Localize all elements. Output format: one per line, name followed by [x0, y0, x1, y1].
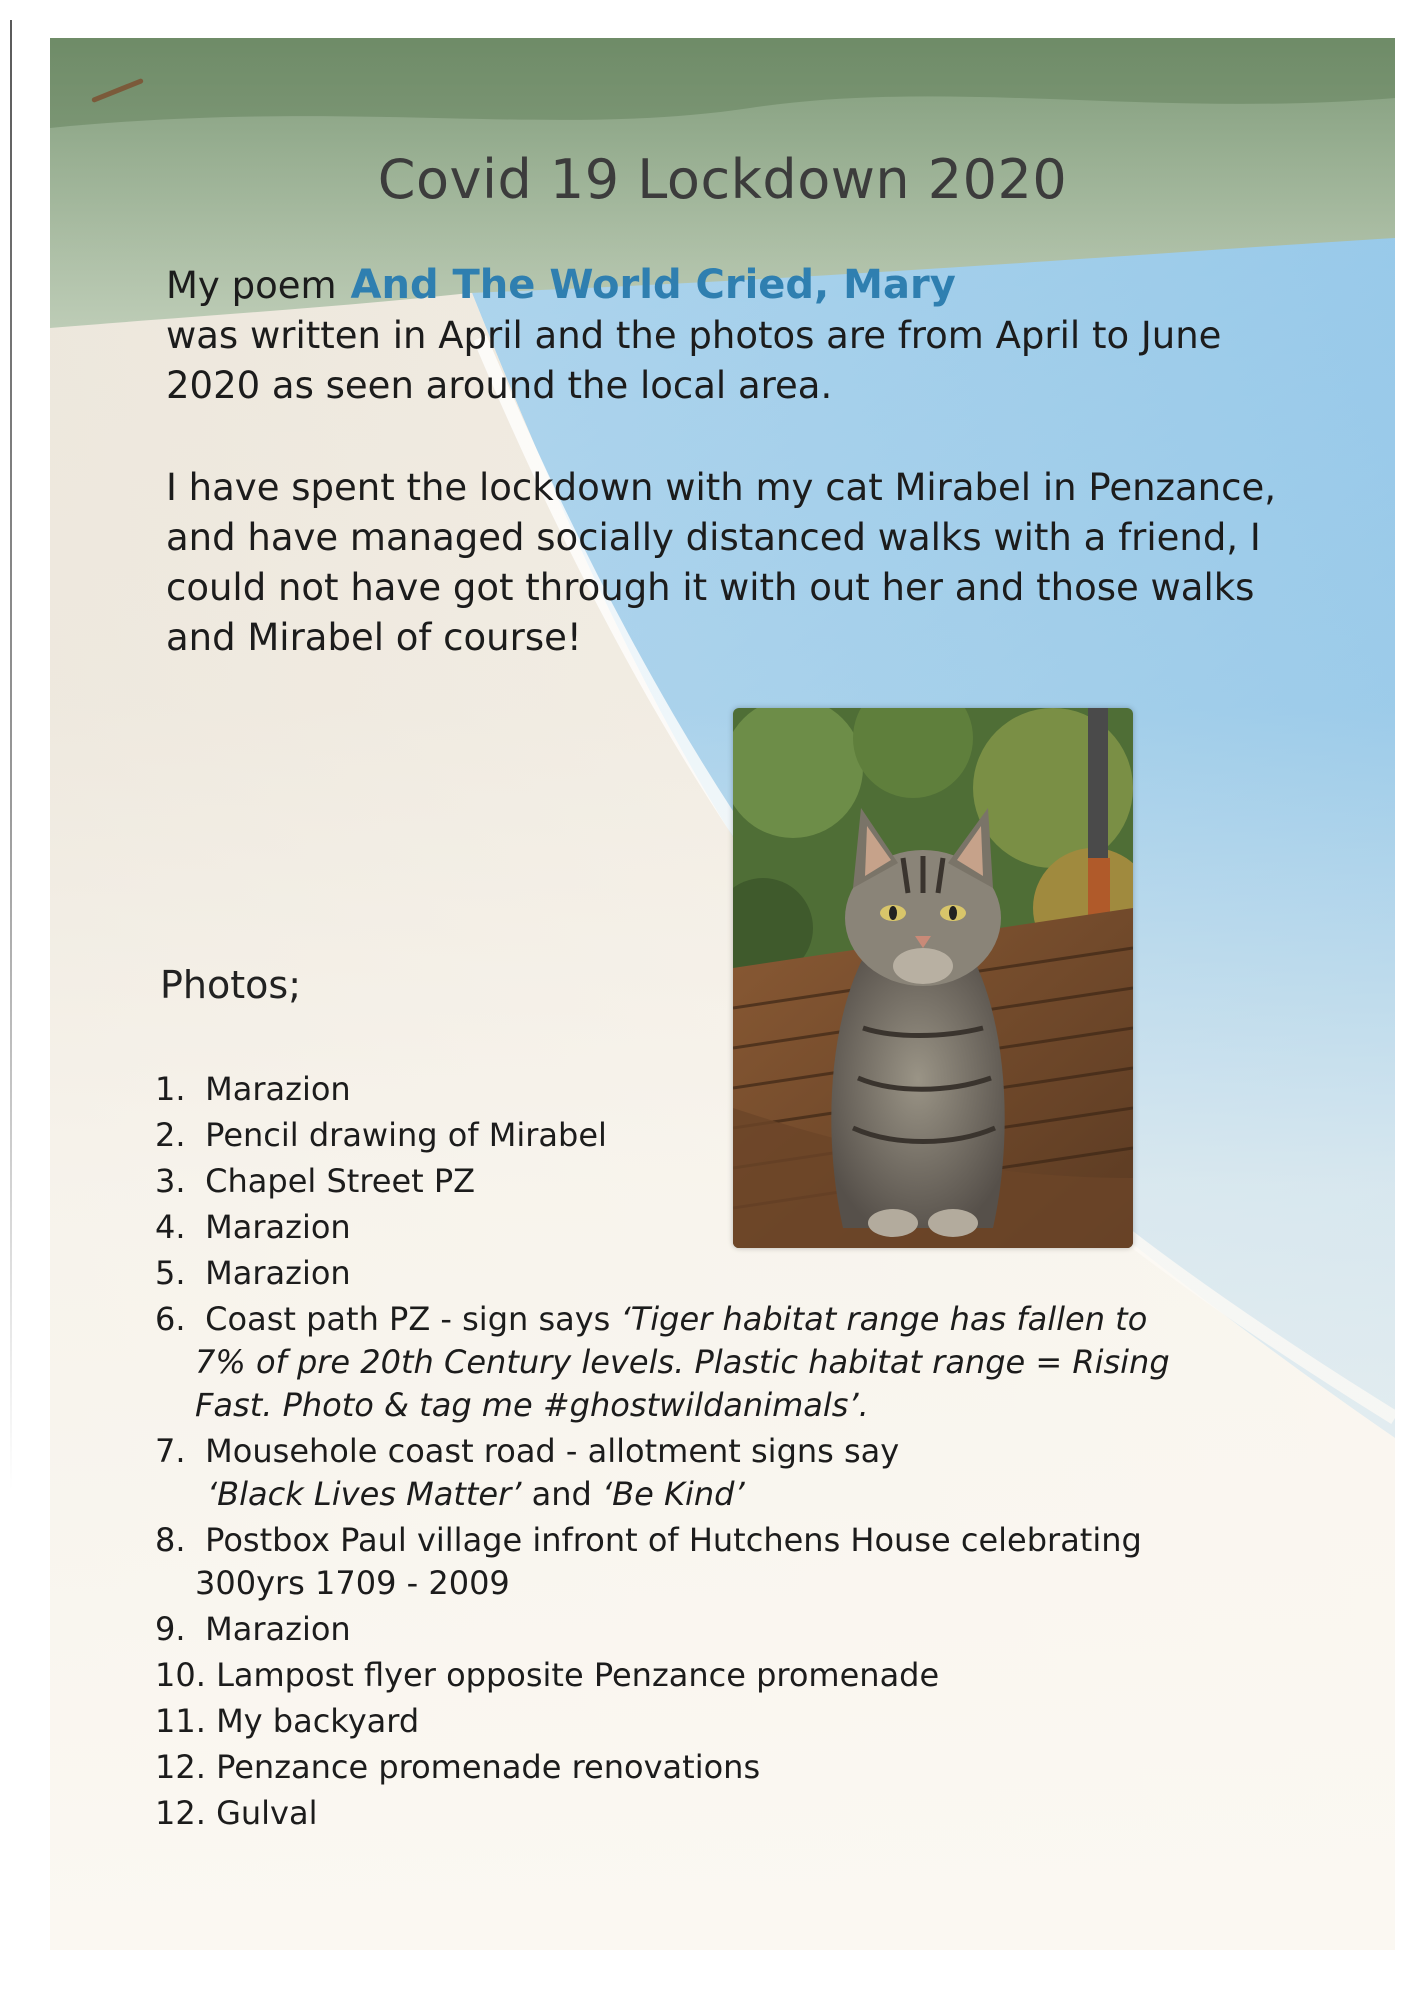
list-item [155, 1114, 1355, 1157]
item-text: Marazion [205, 1254, 351, 1292]
item-number: 2. [155, 1116, 186, 1154]
item-text: Coast path PZ - sign says [205, 1300, 611, 1338]
item-text-line2: 300yrs 1709 - 2009 [195, 1564, 510, 1602]
item-text-and: and [531, 1475, 592, 1513]
poem-title: And The World Cried, Mary [350, 262, 956, 308]
list-item [155, 1792, 1355, 1835]
item-number: 7. [155, 1432, 186, 1470]
list-item [155, 1160, 1355, 1203]
photos-heading: Photos; [160, 963, 301, 1007]
item-text: My backyard [216, 1702, 420, 1740]
lockdown-paragraph: I have spent the lockdown with my cat Mirabel in Penzance, and have managed socially distanced walks with a friend, I could not have got through it with out her and those walks and Mirabel of course! [166, 466, 1276, 659]
item-number: 12. [155, 1748, 206, 1786]
intro-text [166, 260, 1326, 663]
item-number: 9. [155, 1610, 186, 1648]
intro-rest: was written in April and the photos are from April to June 2020 as seen around the local area. [166, 314, 1222, 407]
item-text: Gulval [216, 1794, 318, 1832]
item-number: 6. [155, 1300, 186, 1338]
item-text: Penzance promenade renovations [216, 1748, 761, 1786]
list-item [155, 1519, 1355, 1605]
item-quote: ‘Be Kind’ [601, 1475, 745, 1513]
list-item [155, 1252, 1355, 1295]
item-text: Lampost flyer opposite Penzance promenade [216, 1656, 940, 1694]
item-text: Postbox Paul village infront of Hutchens House celebrating [205, 1521, 1142, 1559]
item-number: 1. [155, 1070, 186, 1108]
list-item [155, 1298, 1355, 1427]
scan-edge-line [10, 20, 12, 1980]
list-item [155, 1608, 1355, 1651]
list-item [155, 1206, 1355, 1249]
item-number: 4. [155, 1208, 186, 1246]
photo-list [155, 1068, 1355, 1838]
document-page [50, 38, 1395, 1950]
list-item [155, 1430, 1355, 1516]
list-item [155, 1700, 1355, 1743]
item-text: Mousehole coast road - allotment signs say [205, 1432, 900, 1470]
item-quote-line3: Fast. Photo & tag me #ghostwildanimals’. [195, 1386, 869, 1424]
item-text: Marazion [205, 1610, 351, 1648]
item-quote: ‘Tiger habitat range has fallen to [620, 1300, 1148, 1338]
list-item [155, 1746, 1355, 1789]
item-number: 12. [155, 1794, 206, 1832]
item-text: Pencil drawing of Mirabel [205, 1116, 607, 1154]
list-item [155, 1068, 1355, 1111]
item-text: Marazion [205, 1070, 351, 1108]
intro-prefix: My poem [166, 264, 337, 307]
item-number: 3. [155, 1162, 186, 1200]
item-text: Chapel Street PZ [205, 1162, 476, 1200]
item-quote-line2: 7% of pre 20th Century levels. Plastic habitat range = Rising [195, 1343, 1170, 1381]
item-quote: ‘Black Lives Matter’ [207, 1475, 522, 1513]
page-title: Covid 19 Lockdown 2020 [377, 148, 1068, 211]
item-text: Marazion [205, 1208, 351, 1246]
item-number: 10. [155, 1656, 206, 1694]
item-number: 11. [155, 1702, 206, 1740]
list-item [155, 1654, 1355, 1697]
item-number: 5. [155, 1254, 186, 1292]
item-number: 8. [155, 1521, 186, 1559]
